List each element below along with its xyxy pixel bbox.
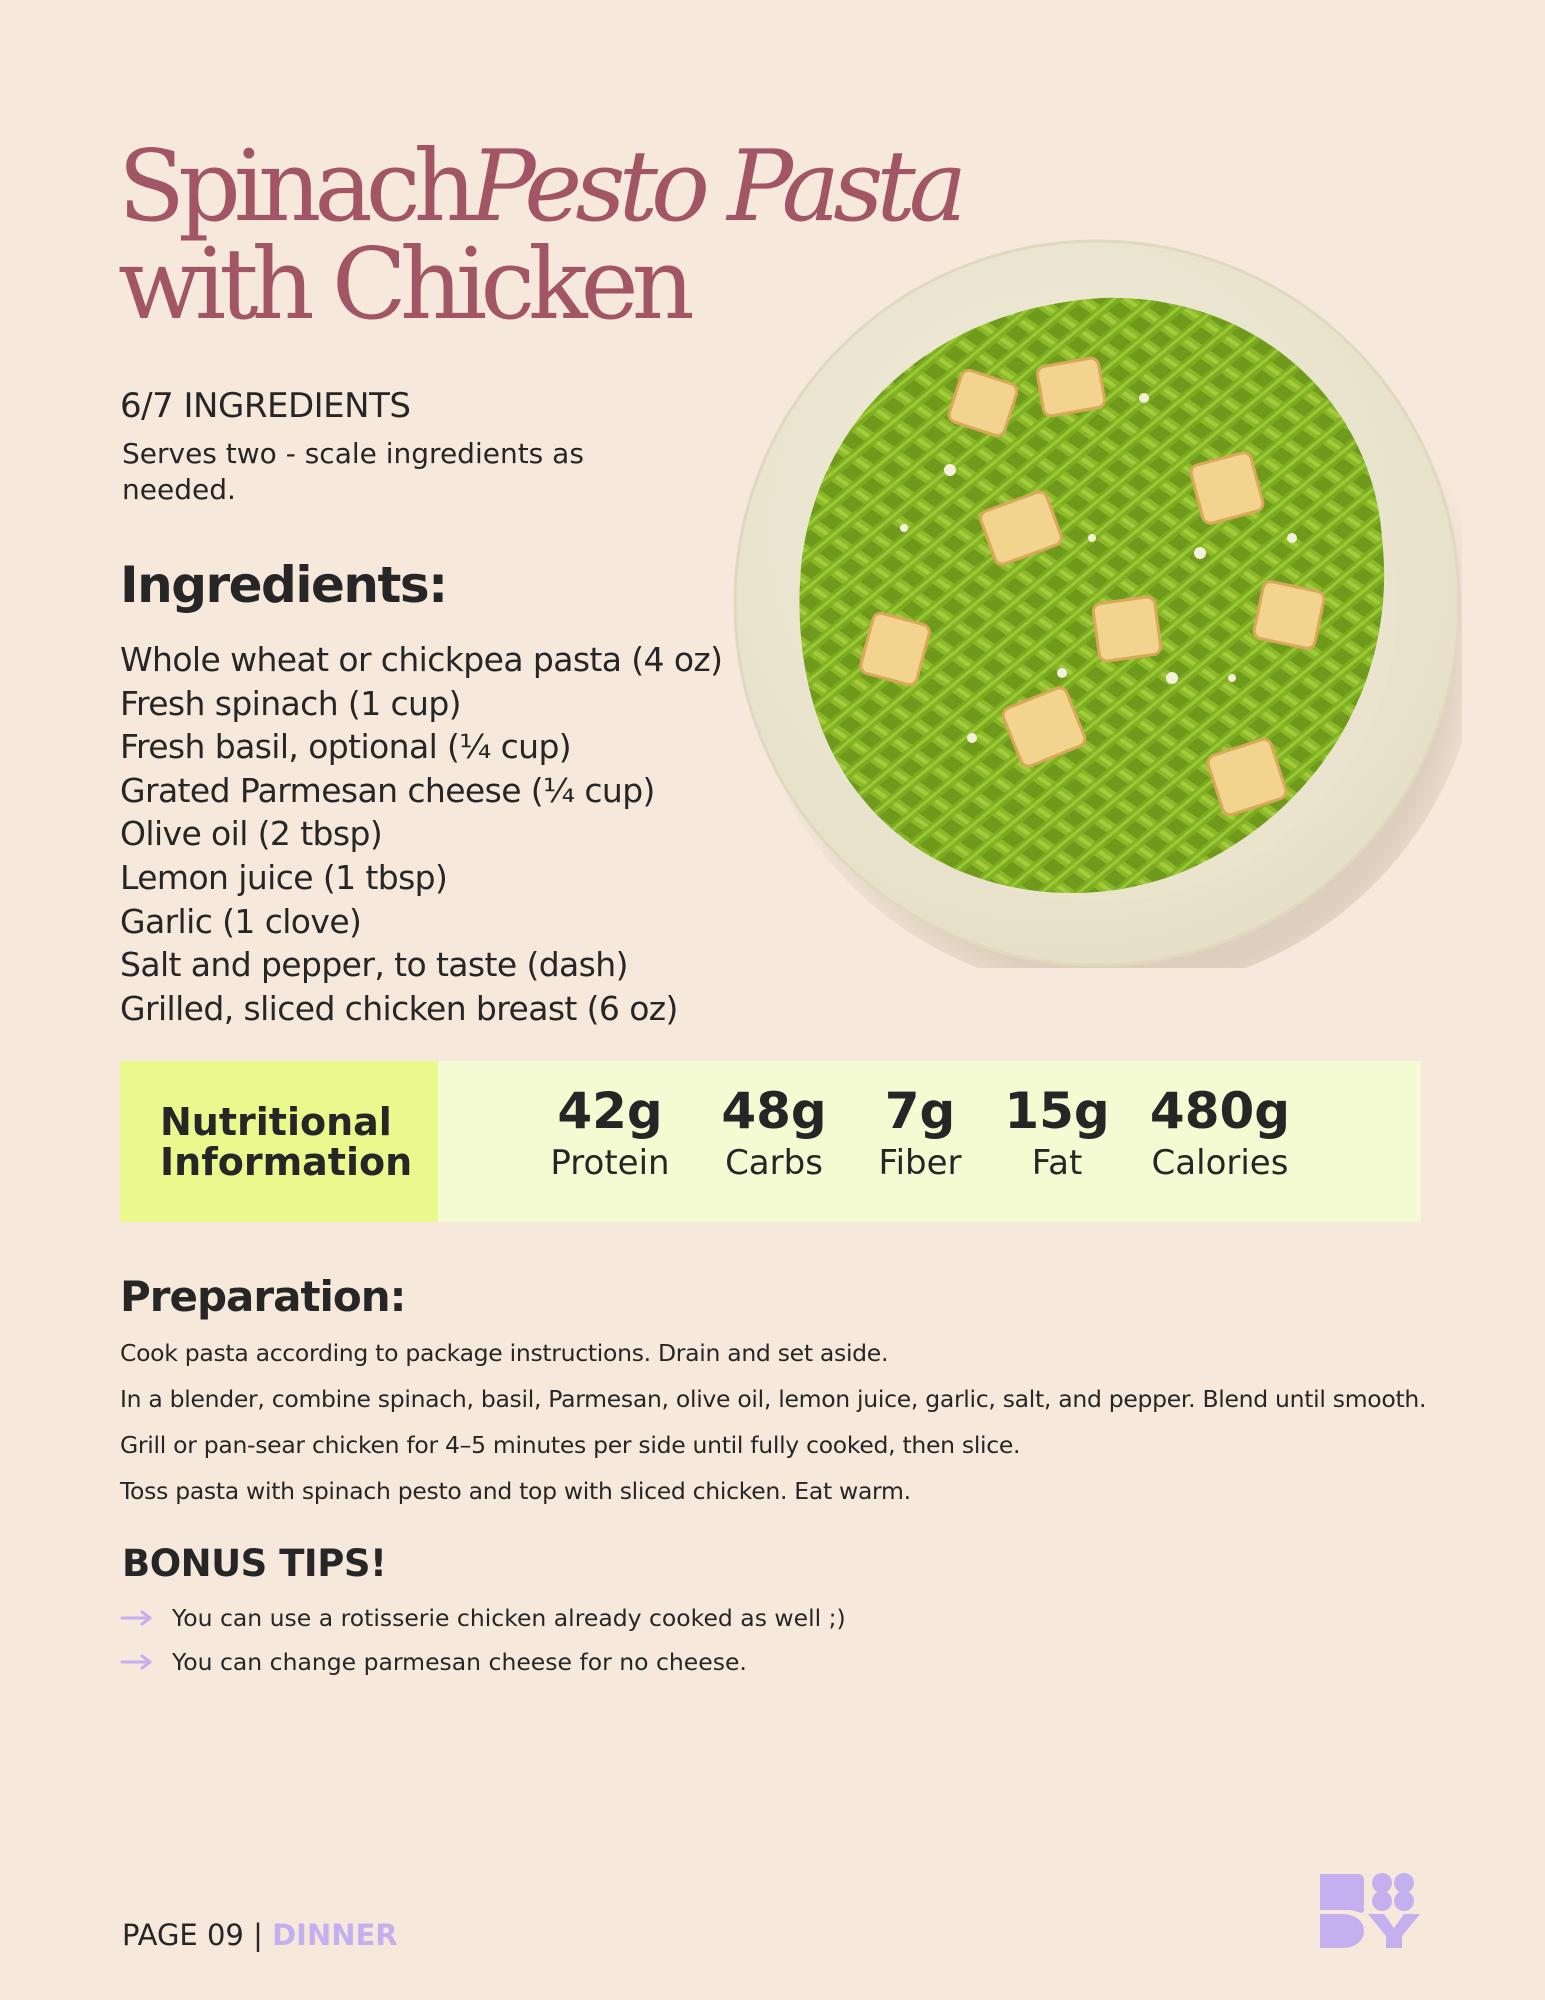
preparation-step: Toss pasta with spinach pesto and top with sliced chicken. Eat warm. [120,1477,911,1505]
bonus-tip-text: You can use a rotisserie chicken already cooked as well ;) [172,1604,846,1632]
body-logo [1318,1872,1422,1950]
page-category: DINNER [272,1918,398,1952]
ingredient-item: Fresh basil, optional (¼ cup) [120,727,572,767]
stat-label: Fiber [878,1143,962,1183]
pasta-dish-photo [732,238,1462,968]
ingredient-item: Grated Parmesan cheese (¼ cup) [120,770,655,810]
preparation-step: Grill or pan-sear chicken for 4–5 minutes per side until fully cooked, then slice. [120,1431,1021,1459]
serves-note: Serves two - scale ingredients as needed. [122,437,584,506]
bonus-tip [120,1596,846,1640]
stat-label: Carbs [725,1143,823,1183]
stat-value: 480g [1149,1082,1291,1140]
preparation-step: Cook pasta according to package instructions. Drain and set aside. [120,1339,889,1367]
stat-label: Protein [550,1143,670,1183]
bonus-tips-list [120,1596,846,1684]
stat-protein [550,1081,669,1185]
stat-value: 7g [884,1082,956,1140]
nutrition-label [120,1061,438,1222]
ingredients-count: 6/7 INGREDIENTS [120,386,411,426]
ingredient-item: Fresh spinach (1 cup) [120,683,461,723]
arrow-right-icon [120,1648,156,1676]
page-footer [122,1918,398,1952]
stat-calories [1150,1081,1290,1185]
ingredient-item: Garlic (1 clove) [120,901,362,941]
stat-value: 42g [557,1082,663,1140]
stat-fiber [878,1081,961,1185]
ingredient-item: Lemon juice (1 tbsp) [120,857,448,897]
title-part-1: Spinach [118,130,470,244]
ingredients-list [120,638,722,1030]
stat-value: 15g [1004,1082,1110,1140]
stat-label: Fat [1031,1143,1083,1183]
preparation-heading: Preparation: [120,1272,406,1321]
stat-value: 48g [721,1082,827,1140]
bonus-tip-text: You can change parmesan cheese for no cheese. [172,1648,747,1676]
arrow-right-icon [120,1604,156,1632]
nutrition-panel [120,1061,1421,1222]
preparation-step: In a blender, combine spinach, basil, Parmesan, olive oil, lemon juice, garlic, salt, and pepper. Blend until smooth. [120,1385,1427,1413]
ingredients-heading: Ingredients: [120,556,447,614]
nutrition-label-line-2: Information [160,1139,413,1184]
ingredient-item: Olive oil (2 tbsp) [120,814,383,854]
preparation-steps [120,1330,1426,1514]
bonus-tip [120,1640,846,1684]
stat-fat [1004,1081,1109,1185]
ingredient-item: Grilled, sliced chicken breast (6 oz) [120,988,678,1028]
stat-carbs [721,1081,826,1185]
ingredient-item: Whole wheat or chickpea pasta (4 oz) [120,640,723,679]
title-part-2: Pesto Pasta [469,130,961,244]
ingredient-item: Salt and pepper, to taste (dash) [120,945,628,985]
bonus-tips-heading: BONUS TIPS! [122,1542,387,1585]
nutrition-label-line-1: Nutritional [160,1099,392,1144]
stat-label: Calories [1151,1143,1289,1183]
page-number: PAGE 09 | [122,1918,273,1952]
title-line-2: with Chicken [118,228,688,342]
